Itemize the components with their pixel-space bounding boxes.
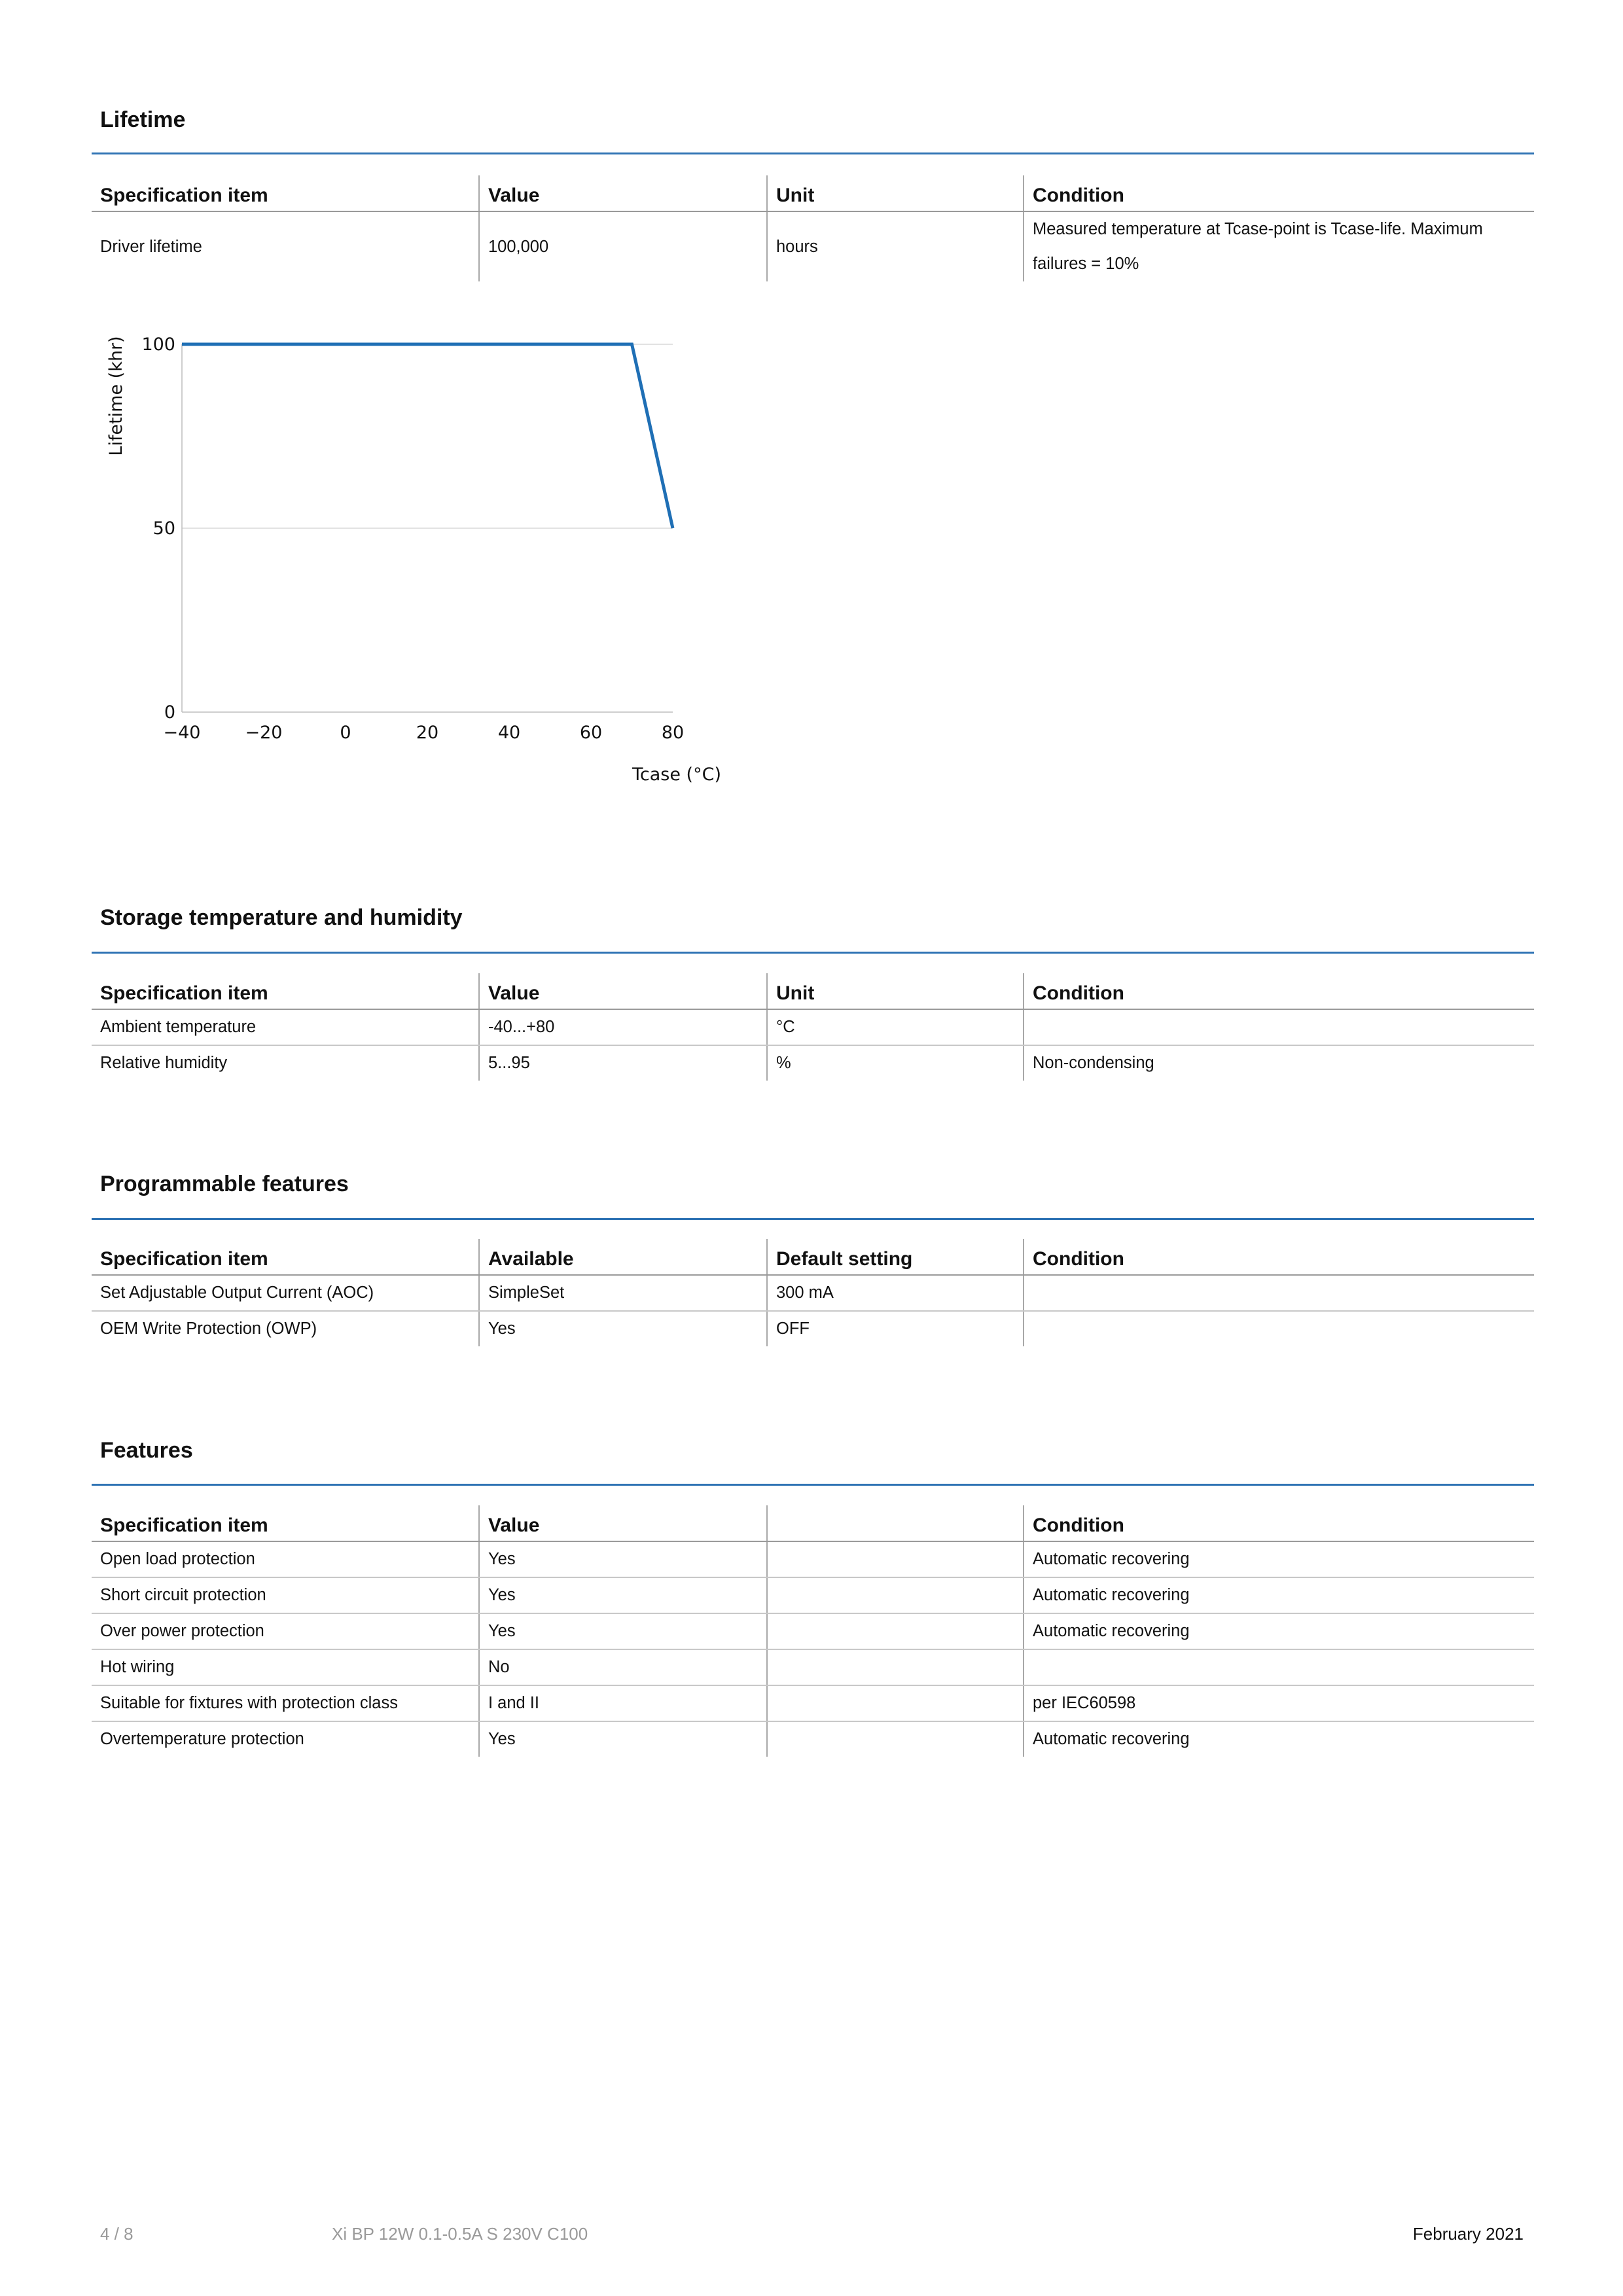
column-header: Value	[479, 1505, 767, 1541]
table-cell: 300 mA	[767, 1275, 1024, 1311]
table-cell: Yes	[479, 1577, 767, 1613]
table-row	[92, 1311, 1534, 1346]
table-cell	[767, 1649, 1024, 1685]
table-row	[92, 1613, 1534, 1649]
table-cell: hours	[767, 211, 1024, 281]
table-row	[92, 1649, 1534, 1685]
table-cell: Automatic recovering	[1024, 1577, 1534, 1613]
table-cell: Automatic recovering	[1024, 1541, 1534, 1577]
table-cell: per IEC60598	[1024, 1685, 1534, 1721]
section-title-programmable: Programmable features	[100, 1172, 349, 1196]
table-cell: 5...95	[479, 1045, 767, 1081]
table-cell	[767, 1721, 1024, 1757]
programmable-table	[92, 1239, 1534, 1346]
table-row	[92, 1721, 1534, 1757]
table-header-row	[92, 1239, 1534, 1275]
table-cell: No	[479, 1649, 767, 1685]
column-header: Available	[479, 1239, 767, 1275]
footer-product-name: Xi BP 12W 0.1-0.5A S 230V C100	[332, 2224, 588, 2244]
lifetime-series-line	[182, 344, 673, 528]
y-tick-label: 0	[164, 702, 175, 723]
column-header: Condition	[1024, 175, 1534, 211]
table-cell	[1024, 1311, 1534, 1346]
column-header: Value	[479, 973, 767, 1009]
table-cell: Hot wiring	[92, 1649, 479, 1685]
section-divider	[92, 1218, 1534, 1220]
table-cell: Ambient temperature	[92, 1009, 479, 1045]
column-header	[767, 1505, 1024, 1541]
storage-table	[92, 973, 1534, 1081]
table-cell: I and II	[479, 1685, 767, 1721]
x-tick-label: 20	[416, 723, 439, 743]
section-divider	[92, 152, 1534, 154]
table-cell: Yes	[479, 1311, 767, 1346]
column-header: Default setting	[767, 1239, 1024, 1275]
section-title-features: Features	[100, 1438, 193, 1463]
table-cell: -40...+80	[479, 1009, 767, 1045]
table-cell	[1024, 1275, 1534, 1311]
y-tick-label: 50	[152, 518, 175, 539]
x-tick-label: 0	[340, 723, 351, 743]
x-tick-label: 60	[579, 723, 603, 743]
column-header: Condition	[1024, 1239, 1534, 1275]
table-row	[92, 1275, 1534, 1311]
table-cell: Yes	[479, 1721, 767, 1757]
table-cell: Measured temperature at Tcase-point is Tcase-life. Maximum failures = 10%	[1024, 211, 1534, 281]
table-cell: Driver lifetime	[100, 237, 202, 256]
table-row	[92, 1685, 1534, 1721]
table-cell	[767, 1613, 1024, 1649]
column-header: Specification item	[92, 973, 479, 1009]
table-cell: Yes	[479, 1541, 767, 1577]
table-cell	[767, 1541, 1024, 1577]
x-tick-label: −40	[163, 723, 201, 743]
column-header: Unit	[767, 973, 1024, 1009]
column-header: Specification item	[92, 175, 479, 211]
table-header-row	[92, 1505, 1534, 1541]
lifetime-chart	[98, 321, 721, 805]
y-tick-label: 100	[141, 334, 175, 355]
features-table	[92, 1505, 1534, 1757]
table-row	[92, 1009, 1534, 1045]
table-cell: OFF	[767, 1311, 1024, 1346]
table-cell	[767, 1685, 1024, 1721]
table-cell: Suitable for fixtures with protection class	[92, 1685, 479, 1721]
column-header: Specification item	[92, 1505, 479, 1541]
table-header-row	[92, 175, 1534, 211]
table-cell: Non-condensing	[1024, 1045, 1534, 1081]
column-header: Unit	[767, 175, 1024, 211]
table-cell	[767, 1577, 1024, 1613]
section-divider	[92, 952, 1534, 954]
table-cell: SimpleSet	[479, 1275, 767, 1311]
table-row	[92, 1045, 1534, 1081]
lifetime-table	[92, 175, 1534, 281]
table-cell: Overtemperature protection	[100, 1730, 304, 1748]
table-cell	[1024, 1009, 1534, 1045]
column-header: Condition	[1024, 973, 1534, 1009]
footer-page-number: 4 / 8	[100, 2224, 134, 2244]
table-cell: Open load protection	[92, 1541, 479, 1577]
chart-y-axis-label: Lifetime (khr)	[106, 336, 126, 456]
footer-date: February 2021	[1412, 2224, 1524, 2244]
table-cell: Over power protection	[92, 1613, 479, 1649]
table-cell: OEM Write Protection (OWP)	[100, 1319, 317, 1338]
table-cell: %	[767, 1045, 1024, 1081]
table-cell: Relative humidity	[100, 1054, 228, 1072]
table-cell	[1024, 1649, 1534, 1685]
table-row	[92, 211, 1534, 281]
column-header: Value	[479, 175, 767, 211]
table-cell: °C	[767, 1009, 1024, 1045]
table-cell: Set Adjustable Output Current (AOC)	[92, 1275, 479, 1311]
table-row	[92, 1541, 1534, 1577]
x-tick-label: 80	[661, 723, 685, 743]
table-cell: 100,000	[479, 211, 767, 281]
x-tick-label: 40	[497, 723, 521, 743]
section-title-storage: Storage temperature and humidity	[100, 905, 463, 930]
section-divider	[92, 1484, 1534, 1486]
table-row	[92, 1577, 1534, 1613]
table-cell: Yes	[479, 1613, 767, 1649]
table-cell: Short circuit protection	[92, 1577, 479, 1613]
column-header: Condition	[1024, 1505, 1534, 1541]
table-header-row	[92, 973, 1534, 1009]
table-cell: Automatic recovering	[1024, 1613, 1534, 1649]
chart-x-axis-label: Tcase (°C)	[632, 764, 721, 785]
table-cell: Automatic recovering	[1024, 1721, 1534, 1757]
column-header: Specification item	[92, 1239, 479, 1275]
x-tick-label: −20	[245, 723, 283, 743]
section-title-lifetime: Lifetime	[100, 107, 186, 132]
